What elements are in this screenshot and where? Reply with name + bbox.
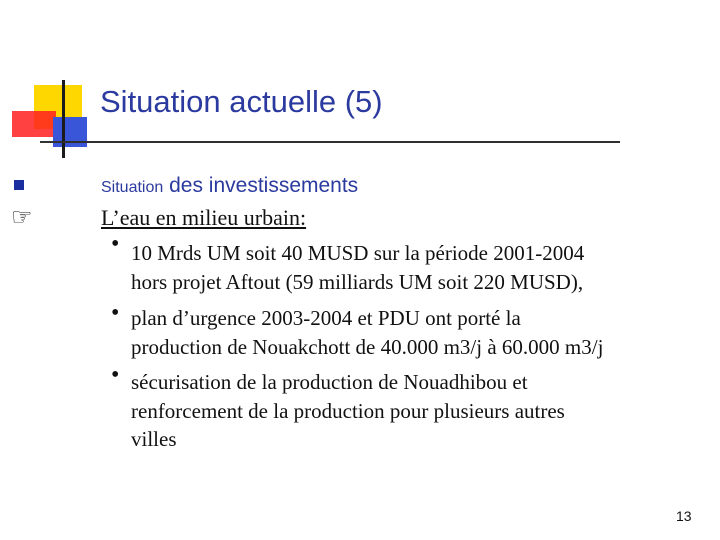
red-rectangle — [12, 111, 56, 137]
list-item-line: villes — [131, 427, 177, 451]
list-item-line: 10 Mrds UM soit 40 MUSD sur la période 2001-2004 — [131, 241, 585, 265]
list-item — [131, 304, 603, 361]
slide-title: Situation actuelle (5) — [100, 84, 383, 119]
list-item — [131, 239, 584, 296]
section-lead-rest: des investissements — [163, 174, 359, 197]
list-item-line: renforcement de la production pour plusieurs autres — [131, 398, 565, 423]
list-item-line: hors projet Aftout (59 milliards UM soit 220 MUSD), — [131, 269, 584, 294]
section-lead-small: Situation — [101, 179, 164, 196]
subheading — [101, 205, 306, 231]
square-bullet-icon — [14, 180, 24, 190]
pointing-hand-icon: ☞ — [11, 204, 33, 231]
list-item-line: plan d’urgence 2003-2004 et PDU ont porté la — [131, 306, 521, 330]
vertical-line — [62, 80, 65, 158]
dot-bullet-icon: • — [111, 231, 120, 257]
subheading-text: L’eau en milieu urbain: — [101, 205, 307, 230]
dot-bullet-icon: • — [111, 300, 120, 326]
section-heading — [101, 174, 358, 198]
list-item — [131, 368, 565, 454]
list-item-line: sécurisation de la production de Nouadhibou et — [131, 370, 528, 394]
list-item-line: production de Nouakchott de 40.000 m3/j à 60.000 m3/j — [131, 334, 604, 359]
page-number: 13 — [676, 508, 692, 524]
title-underline — [60, 141, 620, 143]
dot-bullet-icon: • — [111, 362, 120, 388]
